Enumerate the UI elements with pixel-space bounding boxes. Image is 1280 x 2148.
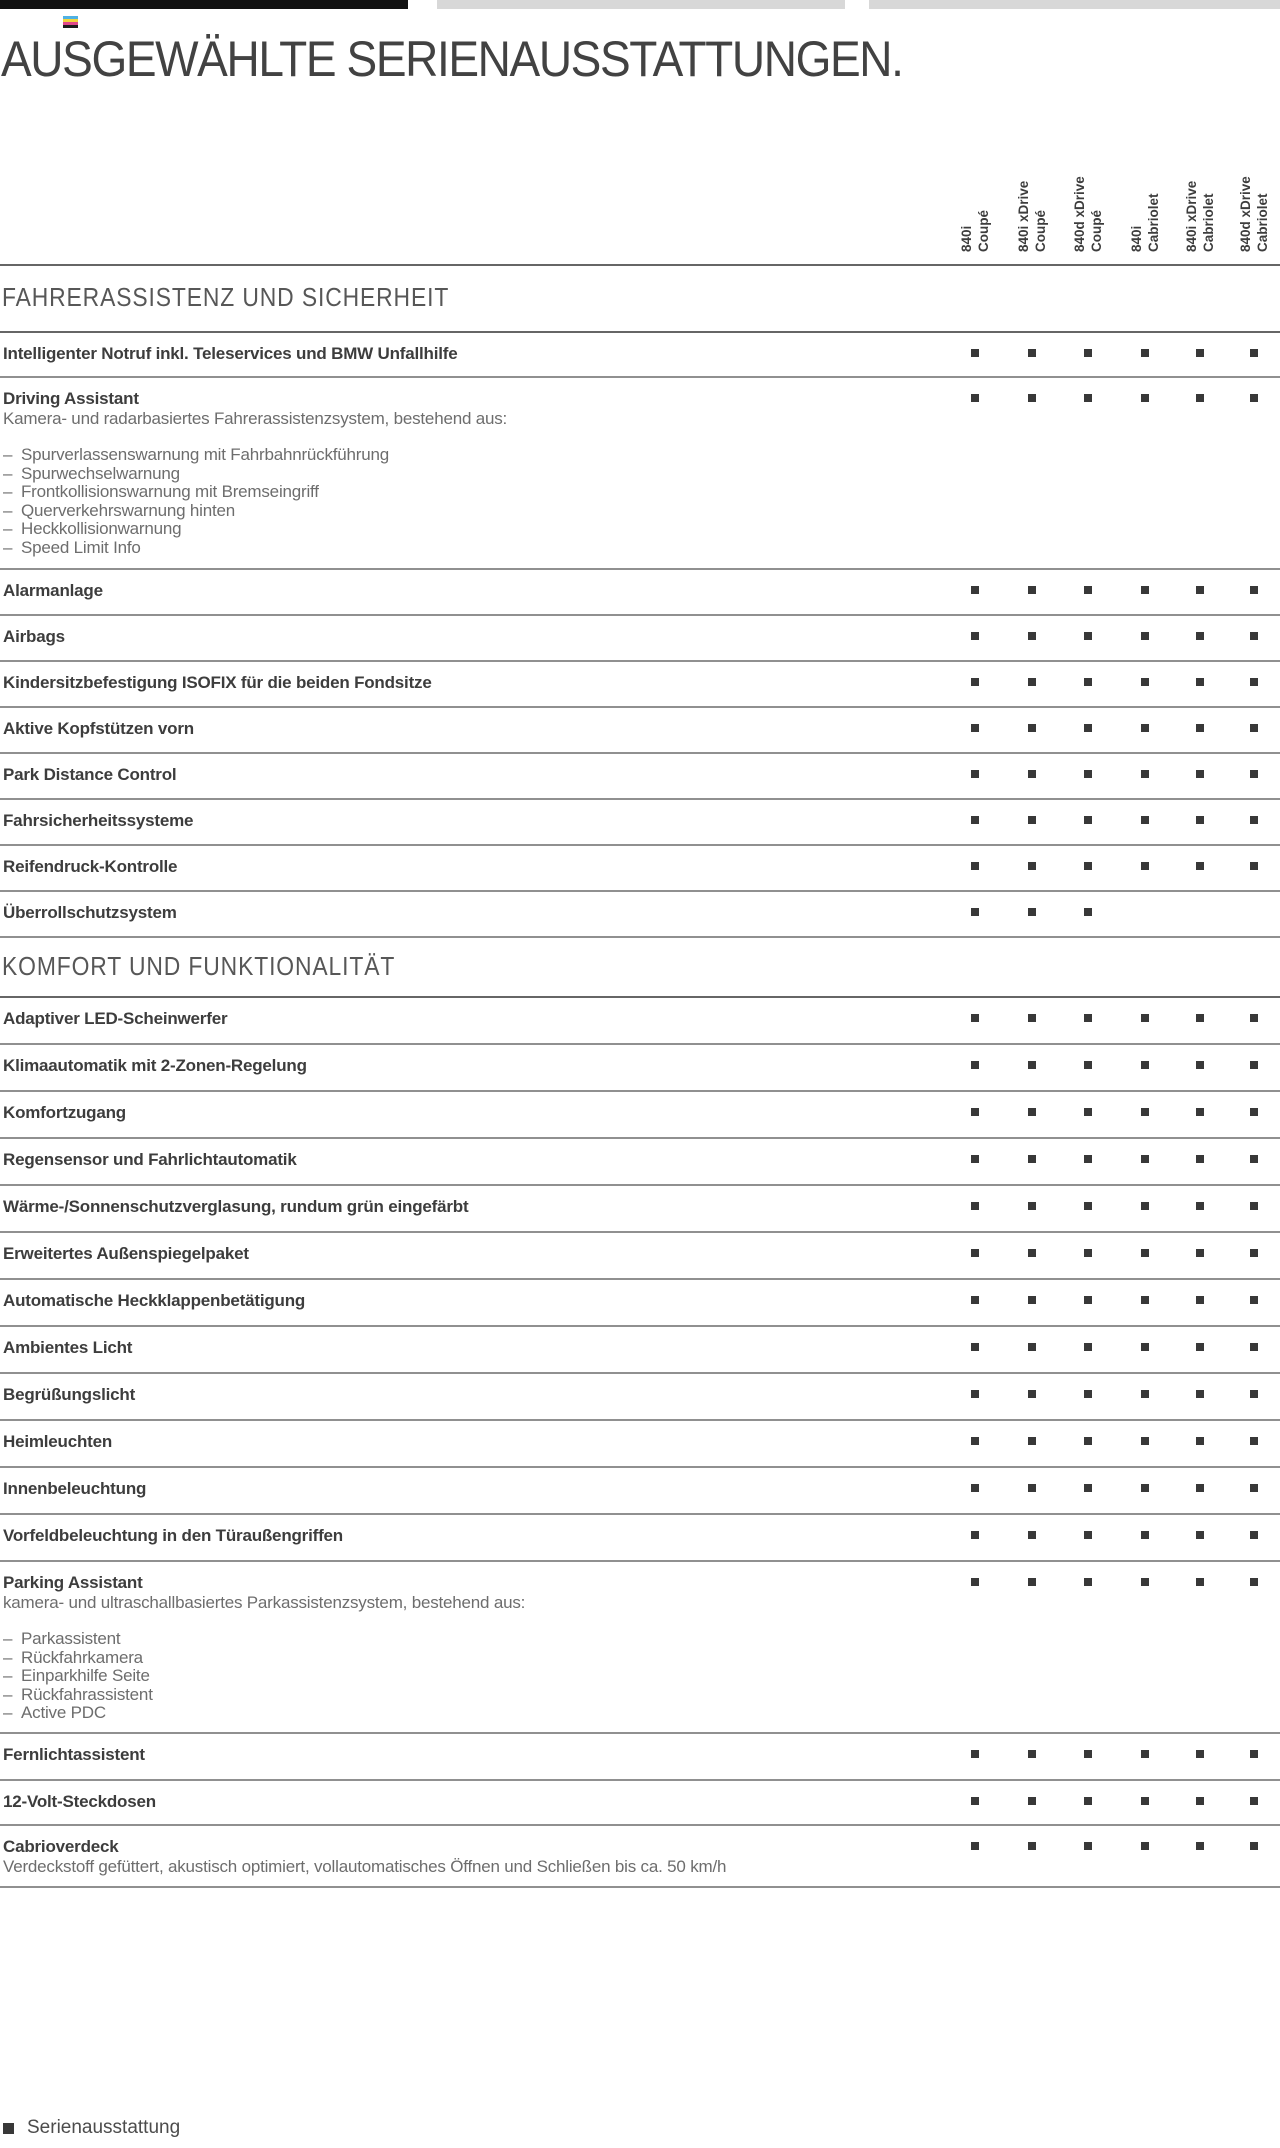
standard-equipment-square-icon [1141, 770, 1149, 778]
standard-equipment-square-icon [971, 1797, 979, 1805]
standard-equipment-square-icon [1196, 1578, 1204, 1586]
standard-equipment-square-icon [1141, 632, 1149, 640]
standard-equipment-square-icon [1084, 1437, 1092, 1445]
standard-equipment-square-icon [1141, 1014, 1149, 1022]
standard-equipment-square-icon [1250, 1531, 1258, 1539]
standard-equipment-square-icon [1084, 770, 1092, 778]
standard-equipment-square-icon [1028, 1750, 1036, 1758]
standard-equipment-square-icon [1196, 1484, 1204, 1492]
standard-equipment-square-icon [1250, 1750, 1258, 1758]
print-bar-gray-right [869, 0, 1280, 9]
column-model: 840d xDrive [1238, 176, 1253, 252]
feature-label: Cabrioverdeck [3, 1837, 119, 1856]
standard-equipment-square-icon [1141, 724, 1149, 732]
feature-label: Komfortzugang [3, 1103, 126, 1122]
standard-equipment-square-icon [1141, 1343, 1149, 1351]
feature-description: Verdeckstoff gefüttert, akustisch optimiert, vollautomatisches Öffnen und Schließen bis ca. 50 km/h [3, 1857, 727, 1876]
table-row [0, 892, 1280, 938]
standard-equipment-square-icon [1028, 1061, 1036, 1069]
table-row [0, 1139, 1280, 1186]
standard-equipment-square-icon [971, 349, 979, 357]
standard-equipment-square-icon [1141, 1108, 1149, 1116]
feature-label: Vorfeldbeleuchtung in den Türaußengriffen [3, 1526, 343, 1545]
section-title: KOMFORT UND FUNKTIONALITÄT [2, 951, 396, 981]
standard-equipment-square-icon [1084, 1061, 1092, 1069]
standard-equipment-square-icon [1250, 394, 1258, 402]
standard-equipment-square-icon [1141, 1390, 1149, 1398]
table-row [0, 708, 1280, 754]
standard-equipment-square-icon [1250, 1108, 1258, 1116]
feature-bullet-item: – Einparkhilfe Seite [3, 1666, 150, 1685]
standard-equipment-square-icon [1084, 1484, 1092, 1492]
standard-equipment-square-icon [971, 1108, 979, 1116]
standard-equipment-square-icon [1196, 724, 1204, 732]
feature-label: Innenbeleuchtung [3, 1479, 147, 1498]
standard-equipment-square-icon [1196, 1437, 1204, 1445]
standard-equipment-square-icon [1084, 1343, 1092, 1351]
standard-equipment-square-icon [1028, 1155, 1036, 1163]
standard-equipment-square-icon [1250, 1202, 1258, 1210]
table-row [0, 662, 1280, 708]
standard-equipment-square-icon [1084, 816, 1092, 824]
feature-bullet-list [3, 446, 389, 557]
standard-equipment-square-icon [971, 1437, 979, 1445]
standard-equipment-square-icon [1196, 349, 1204, 357]
table-row [0, 1562, 1280, 1734]
standard-equipment-square-icon [1141, 1750, 1149, 1758]
standard-equipment-square-icon [971, 1343, 979, 1351]
standard-equipment-square-icon [1141, 1061, 1149, 1069]
standard-equipment-square-icon [1250, 724, 1258, 732]
feature-description: kamera- und ultraschallbasiertes Parkassistenzsystem, bestehend aus: [3, 1593, 526, 1612]
column-body-style: Coupé [1089, 210, 1104, 252]
standard-equipment-square-icon [1250, 349, 1258, 357]
feature-bullet-item: – Rückfahrkamera [3, 1647, 143, 1667]
standard-equipment-square-icon [1084, 1750, 1092, 1758]
standard-equipment-square-icon [1028, 1202, 1036, 1210]
standard-equipment-square-icon [1196, 1750, 1204, 1758]
table-row [0, 1327, 1280, 1374]
column-header-840i-xdrive-cabriolet [1183, 181, 1217, 252]
column-model: 840d xDrive [1072, 176, 1087, 252]
standard-equipment-square-icon [1084, 1578, 1092, 1586]
table-row [0, 1781, 1280, 1826]
standard-equipment-square-icon [1196, 1108, 1204, 1116]
standard-equipment-square-icon [1250, 1437, 1258, 1445]
feature-bullet-item: – Rückfahrassistent [3, 1684, 153, 1704]
standard-equipment-square-icon [1084, 632, 1092, 640]
standard-equipment-square-icon [1028, 1531, 1036, 1539]
table-row [0, 1280, 1280, 1327]
standard-equipment-square-icon [1196, 770, 1204, 778]
standard-equipment-square-icon [1250, 632, 1258, 640]
standard-equipment-square-icon [1028, 1437, 1036, 1445]
standard-equipment-square-icon [971, 632, 979, 640]
column-model: 840i xDrive [1016, 180, 1031, 252]
table-row [0, 616, 1280, 662]
standard-equipment-square-icon [1028, 678, 1036, 686]
standard-equipment-square-icon [1028, 724, 1036, 732]
standard-equipment-square-icon [1196, 1155, 1204, 1163]
standard-equipment-square-icon [1250, 1390, 1258, 1398]
standard-equipment-square-icon [971, 1390, 979, 1398]
standard-equipment-square-icon [971, 678, 979, 686]
standard-equipment-square-icon [1084, 394, 1092, 402]
table-row [0, 1186, 1280, 1233]
standard-equipment-square-icon [1141, 816, 1149, 824]
standard-equipment-square-icon [971, 908, 979, 916]
feature-bullet-item: – Frontkollisionswarnung mit Bremseingriff [3, 482, 319, 501]
feature-label: Klimaautomatik mit 2-Zonen-Regelung [3, 1056, 307, 1075]
page-title: AUSGEWÄHLTE SERIENAUSSTATTUNGEN. [1, 31, 903, 87]
table-row [0, 1421, 1280, 1468]
feature-label: Airbags [3, 627, 65, 646]
standard-equipment-square-icon [1084, 1014, 1092, 1022]
standard-equipment-square-icon [1141, 1842, 1149, 1850]
column-body-style: Cabriolet [1255, 193, 1270, 252]
standard-equipment-square-icon [1141, 1249, 1149, 1257]
feature-bullet-item: – Querverkehrswarnung hinten [3, 500, 236, 520]
feature-label: Parking Assistant [3, 1573, 143, 1592]
column-model: 840i [1129, 225, 1144, 252]
standard-equipment-square-icon [1028, 1390, 1036, 1398]
standard-equipment-square-icon [1141, 1155, 1149, 1163]
standard-equipment-square-icon [1084, 1108, 1092, 1116]
standard-equipment-square-icon [1196, 1390, 1204, 1398]
standard-equipment-square-icon [1196, 632, 1204, 640]
standard-equipment-square-icon [971, 1061, 979, 1069]
feature-label: Fahrsicherheitssysteme [3, 811, 194, 830]
standard-equipment-square-icon [1141, 394, 1149, 402]
standard-equipment-square-icon [1250, 1797, 1258, 1805]
standard-equipment-square-icon [971, 1155, 979, 1163]
standard-equipment-square-icon [971, 1842, 979, 1850]
standard-equipment-square-icon [1196, 816, 1204, 824]
standard-equipment-square-icon [1084, 1531, 1092, 1539]
feature-label: Überrollschutzsystem [3, 903, 177, 922]
standard-equipment-square-icon [1141, 678, 1149, 686]
column-body-style: Coupé [1033, 210, 1048, 252]
standard-equipment-square-icon [971, 816, 979, 824]
feature-bullet-list [3, 1630, 153, 1723]
standard-equipment-square-icon [971, 1484, 979, 1492]
feature-label: Begrüßungslicht [3, 1385, 136, 1404]
standard-equipment-square-icon [1084, 862, 1092, 870]
table-row [0, 1826, 1280, 1888]
table-row [0, 1045, 1280, 1092]
standard-equipment-square-icon [971, 1249, 979, 1257]
section-header-assistance-safety [0, 266, 1280, 333]
column-header-840d-xdrive-coupe [1071, 176, 1105, 252]
standard-equipment-square-icon [1250, 678, 1258, 686]
standard-equipment-square-icon [1141, 1202, 1149, 1210]
standard-equipment-square-icon [1196, 678, 1204, 686]
standard-equipment-square-icon [3, 2123, 14, 2134]
feature-label: Adaptiver LED-Scheinwerfer [3, 1009, 228, 1028]
standard-equipment-square-icon [1196, 1343, 1204, 1351]
feature-label: Driving Assistant [3, 389, 139, 408]
standard-equipment-square-icon [971, 862, 979, 870]
standard-equipment-square-icon [1196, 586, 1204, 594]
standard-equipment-square-icon [1028, 862, 1036, 870]
standard-equipment-square-icon [1196, 394, 1204, 402]
standard-equipment-square-icon [1196, 1531, 1204, 1539]
table-row [0, 998, 1280, 1045]
standard-equipment-square-icon [1028, 770, 1036, 778]
standard-equipment-square-icon [1250, 1296, 1258, 1304]
table-row [0, 754, 1280, 800]
standard-equipment-square-icon [1028, 1343, 1036, 1351]
standard-equipment-square-icon [1250, 1155, 1258, 1163]
standard-equipment-square-icon [1250, 1014, 1258, 1022]
standard-equipment-square-icon [1084, 908, 1092, 916]
standard-equipment-square-icon [1028, 1108, 1036, 1116]
standard-equipment-square-icon [1196, 1202, 1204, 1210]
feature-label: Intelligenter Notruf inkl. Teleservices und BMW Unfallhilfe [3, 344, 458, 363]
feature-label: Automatische Heckklappenbetätigung [3, 1291, 306, 1310]
table-row [0, 1734, 1280, 1781]
standard-equipment-square-icon [1196, 862, 1204, 870]
feature-label: Park Distance Control [3, 765, 177, 784]
standard-equipment-square-icon [971, 1296, 979, 1304]
standard-equipment-square-icon [1028, 1842, 1036, 1850]
feature-label: Heimleuchten [3, 1432, 113, 1451]
color-registration-icon [63, 16, 78, 28]
standard-equipment-square-icon [1250, 1484, 1258, 1492]
table-row [0, 1515, 1280, 1562]
standard-equipment-square-icon [1250, 1061, 1258, 1069]
standard-equipment-square-icon [1084, 1202, 1092, 1210]
column-body-style: Cabriolet [1146, 193, 1161, 252]
table-row [0, 570, 1280, 616]
standard-equipment-square-icon [1084, 1296, 1092, 1304]
column-model: 840i xDrive [1184, 180, 1199, 252]
standard-equipment-square-icon [1196, 1249, 1204, 1257]
table-row [0, 846, 1280, 892]
page-header [0, 0, 1280, 266]
column-header-840i-coupe [958, 210, 992, 252]
legend-label: Serienausstattung [27, 2117, 181, 2138]
print-bar-gray-left [437, 0, 845, 9]
feature-label: Regensensor und Fahrlichtautomatik [3, 1150, 297, 1169]
standard-equipment-square-icon [1028, 1484, 1036, 1492]
table-row [0, 1468, 1280, 1515]
standard-equipment-square-icon [1250, 586, 1258, 594]
standard-equipment-square-icon [971, 1202, 979, 1210]
standard-equipment-square-icon [1196, 1061, 1204, 1069]
standard-equipment-square-icon [1084, 586, 1092, 594]
standard-equipment-square-icon [1028, 349, 1036, 357]
standard-equipment-square-icon [1141, 586, 1149, 594]
table-row [0, 333, 1280, 378]
standard-equipment-square-icon [1028, 586, 1036, 594]
standard-equipment-square-icon [1028, 1296, 1036, 1304]
standard-equipment-square-icon [1028, 908, 1036, 916]
feature-bullet-item: – Spurverlassenswarnung mit Fahrbahnrückführung [3, 445, 390, 464]
feature-description: Kamera- und radarbasiertes Fahrerassistenzsystem, bestehend aus: [3, 409, 508, 428]
standard-equipment-square-icon [1084, 678, 1092, 686]
standard-equipment-square-icon [1141, 1531, 1149, 1539]
standard-equipment-square-icon [971, 1014, 979, 1022]
standard-equipment-square-icon [1250, 862, 1258, 870]
feature-label: Reifendruck-Kontrolle [3, 857, 178, 876]
standard-equipment-square-icon [1141, 1437, 1149, 1445]
standard-equipment-square-icon [971, 1531, 979, 1539]
feature-bullet-item: – Parkassistent [3, 1629, 121, 1648]
standard-equipment-square-icon [1250, 1343, 1258, 1351]
standard-equipment-square-icon [1084, 1155, 1092, 1163]
standard-equipment-square-icon [971, 724, 979, 732]
feature-label: Fernlichtassistent [3, 1745, 145, 1764]
column-body-style: Coupé [976, 210, 991, 252]
standard-equipment-square-icon [1196, 1842, 1204, 1850]
column-model: 840i [959, 225, 974, 252]
standard-equipment-square-icon [1028, 1797, 1036, 1805]
section-title: FAHRERASSISTENZ UND SICHERHEIT [2, 282, 450, 312]
standard-equipment-square-icon [1028, 816, 1036, 824]
standard-equipment-square-icon [1084, 724, 1092, 732]
standard-equipment-square-icon [1028, 394, 1036, 402]
feature-label: Ambientes Licht [3, 1338, 133, 1357]
feature-label: Aktive Kopfstützen vorn [3, 719, 194, 738]
standard-equipment-square-icon [1084, 1797, 1092, 1805]
feature-bullet-item: – Active PDC [3, 1703, 106, 1722]
feature-label: Kindersitzbefestigung ISOFIX für die beiden Fondsitze [3, 673, 432, 692]
standard-equipment-square-icon [1141, 1484, 1149, 1492]
standard-equipment-square-icon [1141, 1296, 1149, 1304]
feature-label: Erweitertes Außenspiegelpaket [3, 1244, 249, 1263]
standard-equipment-square-icon [1084, 1390, 1092, 1398]
standard-equipment-square-icon [1196, 1797, 1204, 1805]
table-row [0, 800, 1280, 846]
standard-equipment-square-icon [1141, 1797, 1149, 1805]
feature-bullet-item: – Spurwechselwarnung [3, 463, 180, 483]
table-row [0, 1092, 1280, 1139]
table-row [0, 1374, 1280, 1421]
standard-equipment-square-icon [1250, 1842, 1258, 1850]
standard-equipment-square-icon [971, 770, 979, 778]
print-bar-black [0, 0, 408, 9]
table-row [0, 378, 1280, 570]
standard-equipment-square-icon [971, 1578, 979, 1586]
standard-equipment-square-icon [1250, 1578, 1258, 1586]
standard-equipment-square-icon [1084, 349, 1092, 357]
feature-label: Alarmanlage [3, 581, 103, 600]
column-header-840i-cabriolet [1128, 193, 1162, 252]
standard-equipment-square-icon [1141, 862, 1149, 870]
standard-equipment-square-icon [1084, 1842, 1092, 1850]
standard-equipment-square-icon [1250, 816, 1258, 824]
standard-equipment-square-icon [971, 586, 979, 594]
standard-equipment-square-icon [971, 394, 979, 402]
column-header-840d-xdrive-cabriolet [1237, 176, 1271, 252]
standard-equipment-square-icon [1028, 632, 1036, 640]
standard-equipment-square-icon [1141, 1578, 1149, 1586]
standard-equipment-square-icon [971, 1750, 979, 1758]
standard-equipment-square-icon [1196, 1296, 1204, 1304]
standard-equipment-square-icon [1250, 770, 1258, 778]
feature-bullet-item: – Speed Limit Info [3, 537, 141, 557]
feature-bullet-item: – Heckkollisionwarnung [3, 519, 182, 538]
standard-equipment-square-icon [1084, 1249, 1092, 1257]
standard-equipment-square-icon [1141, 349, 1149, 357]
feature-label: Wärme-/Sonnenschutzverglasung, rundum grün eingefärbt [3, 1197, 469, 1216]
column-body-style: Cabriolet [1201, 193, 1216, 252]
section-header-comfort-functionality [0, 938, 1280, 998]
table-row [0, 1233, 1280, 1280]
standard-equipment-square-icon [1028, 1578, 1036, 1586]
standard-equipment-square-icon [1028, 1249, 1036, 1257]
standard-equipment-square-icon [1250, 1249, 1258, 1257]
standard-equipment-square-icon [1028, 1014, 1036, 1022]
feature-label: 12-Volt-Steckdosen [3, 1792, 156, 1811]
standard-equipment-square-icon [1196, 1014, 1204, 1022]
column-header-840i-xdrive-coupe [1015, 181, 1049, 252]
